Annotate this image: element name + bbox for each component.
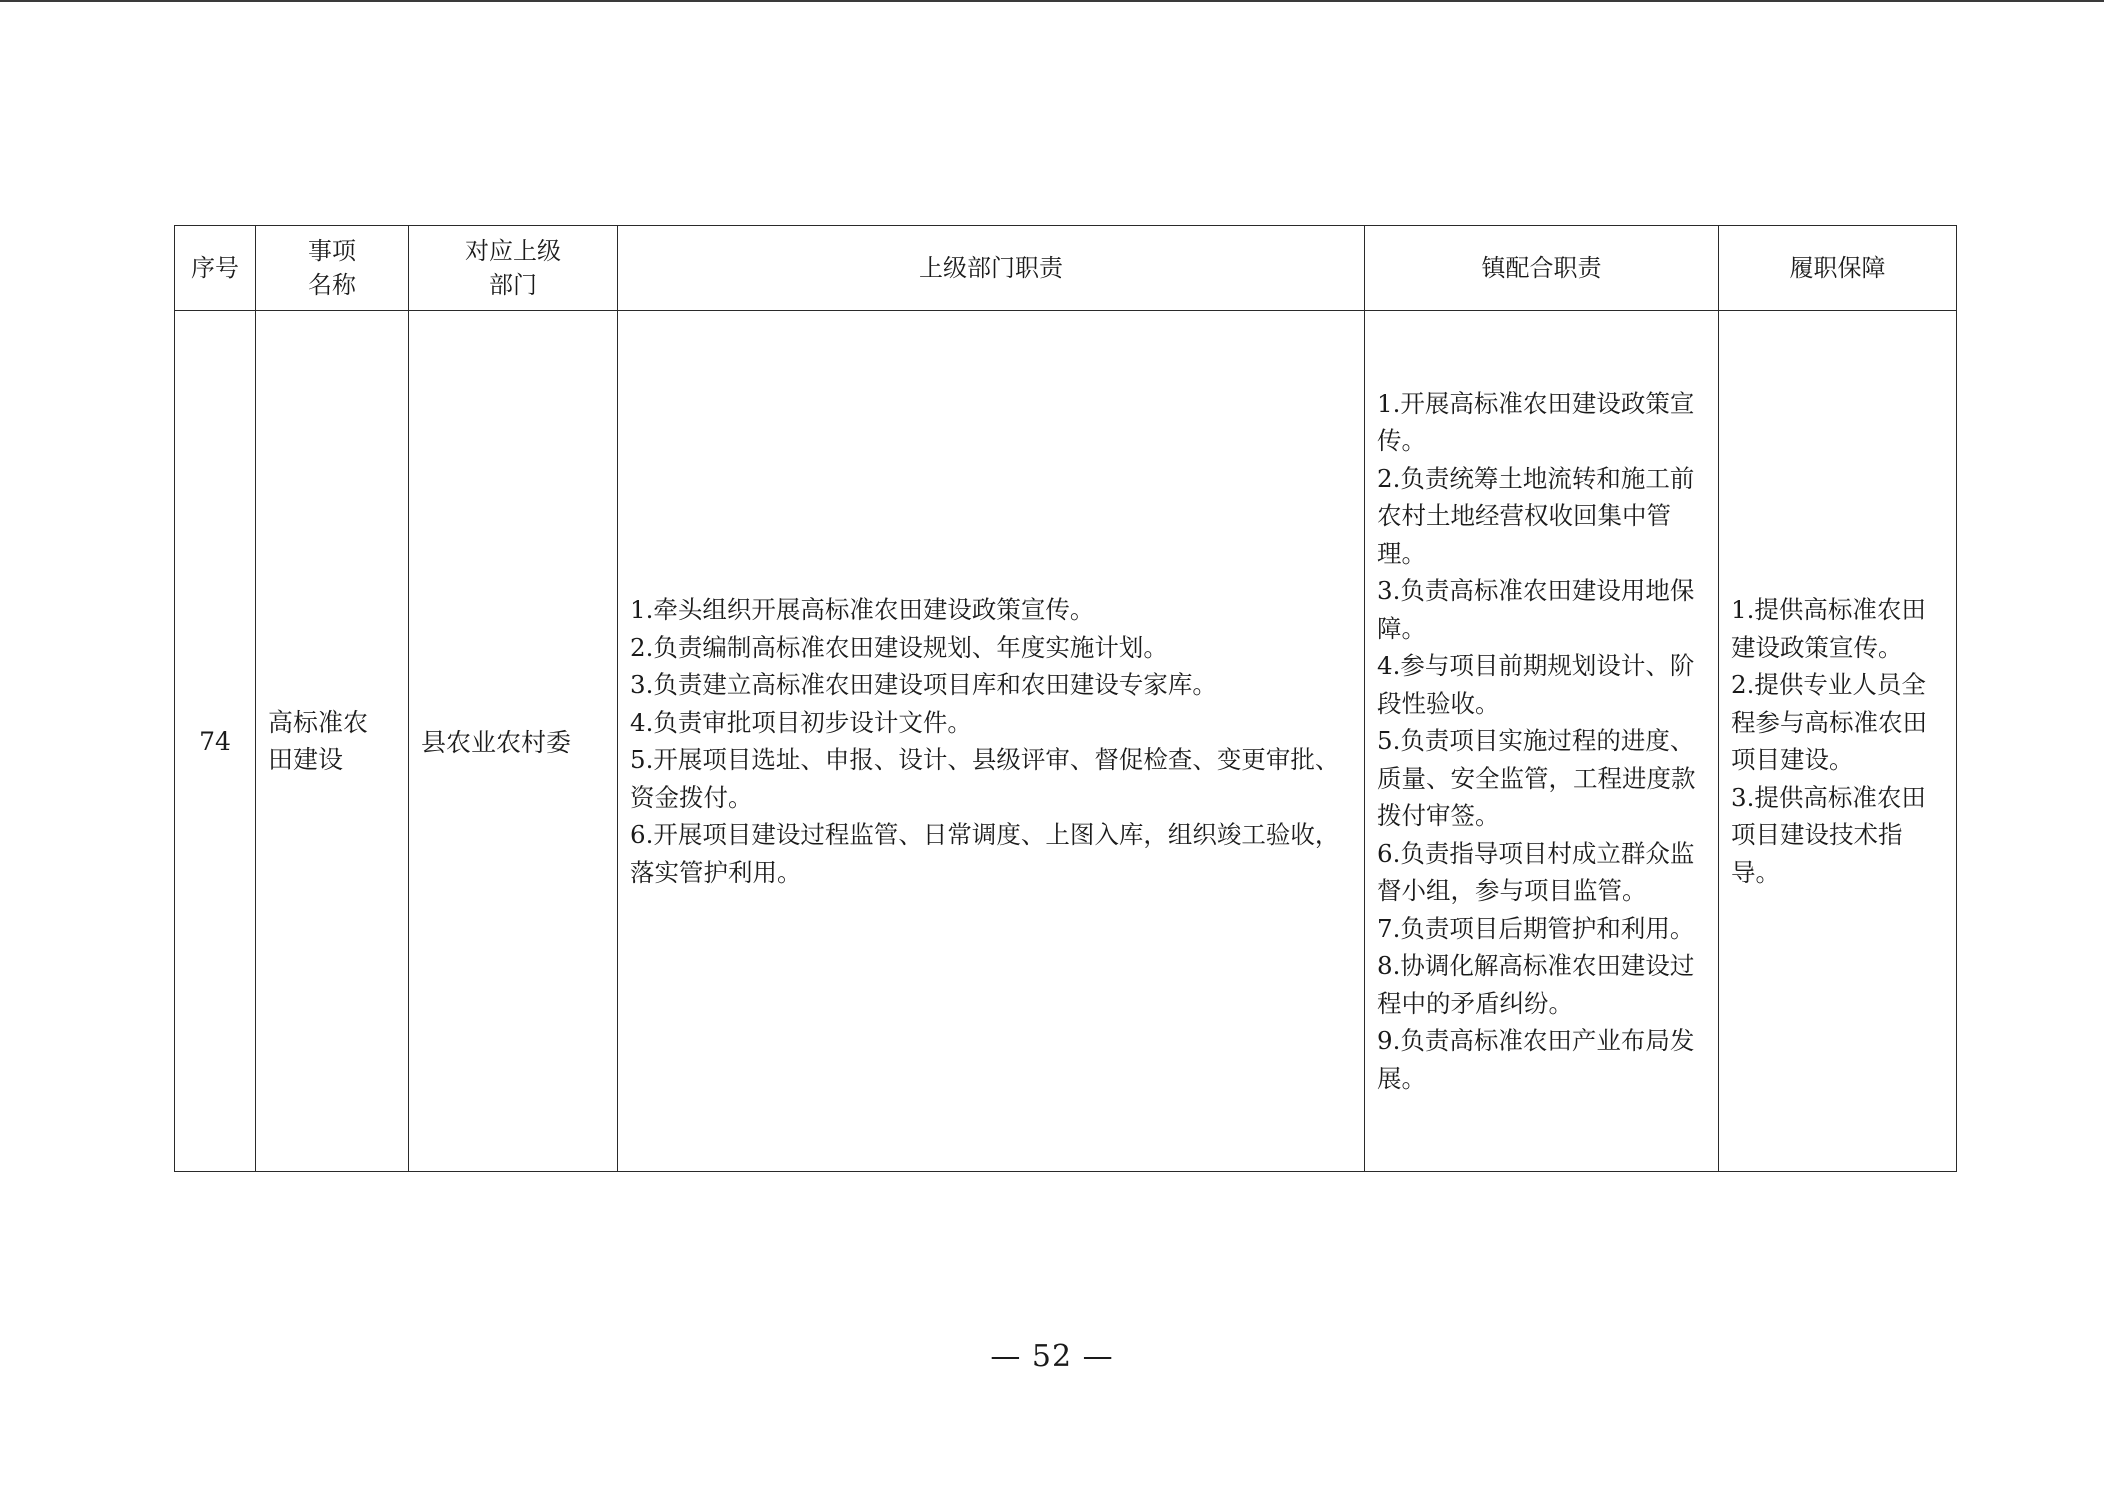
list-item: 6.开展项目建设过程监管、日常调度、上图入库，组织竣工验收，落实管护利用。 bbox=[630, 820, 1340, 887]
list-item: 1.开展高标准农田建设政策宣传。 bbox=[1377, 388, 1695, 456]
header-item-name-line2: 名称 bbox=[308, 271, 356, 299]
town-duty-list bbox=[1377, 385, 1708, 1098]
row-seq-text: 74 bbox=[199, 726, 231, 756]
list-item: 3.负责高标准农田建设用地保障。 bbox=[1377, 576, 1695, 643]
list-item: 2.负责统筹土地流转和施工前农村土地经营权收回集中管理。 bbox=[1377, 463, 1695, 568]
list-item: 5.开展项目选址、申报、设计、县级评审、督促检查、变更审批、资金拨付。 bbox=[630, 745, 1340, 812]
header-upper-dept-line2: 部门 bbox=[489, 271, 537, 299]
header-upper-dept bbox=[409, 226, 618, 311]
header-upper-duty: 上级部门职责 bbox=[618, 226, 1365, 311]
list-item: 3.提供高标准农田项目建设技术指导。 bbox=[1731, 782, 1926, 887]
header-upper-dept-line1: 对应上级 bbox=[465, 237, 561, 265]
list-item: 3.负责建立高标准农田建设项目库和农田建设专家库。 bbox=[630, 670, 1217, 699]
guarantee-list bbox=[1731, 591, 1946, 891]
list-item: 5.负责项目实施过程的进度、质量、安全监管，工程进度款拨付审签。 bbox=[1377, 726, 1696, 831]
row-upper-duties bbox=[618, 311, 1365, 1172]
row-guarantees bbox=[1719, 311, 1957, 1172]
table-row bbox=[175, 311, 1957, 1172]
row-seq bbox=[175, 311, 256, 1172]
row-item-name bbox=[256, 311, 409, 1172]
page-top-rule bbox=[0, 0, 2104, 2]
header-item-name-line1: 事项 bbox=[308, 237, 356, 265]
list-item: 2.提供专业人员全程参与高标准农田项目建设。 bbox=[1731, 670, 1927, 774]
list-item: 4.负责审批项目初步设计文件。 bbox=[630, 707, 972, 737]
header-guarantee: 履职保障 bbox=[1719, 226, 1957, 311]
list-item: 1.提供高标准农田建设政策宣传。 bbox=[1731, 595, 1926, 662]
row-item-name-line1: 高标准农 bbox=[268, 708, 369, 737]
list-item: 9.负责高标准农田产业布局发展。 bbox=[1377, 1026, 1695, 1093]
table-header-row bbox=[175, 226, 1957, 311]
upper-duty-list bbox=[630, 591, 1354, 891]
page-number: — 52 — bbox=[990, 1339, 1114, 1374]
header-seq: 序号 bbox=[175, 226, 256, 311]
header-town-duty: 镇配合职责 bbox=[1365, 226, 1719, 311]
row-upper-dept-text: 县农业农村委 bbox=[421, 728, 572, 757]
header-item-name bbox=[256, 226, 409, 311]
duty-table bbox=[174, 225, 1957, 1172]
list-item: 2.负责编制高标准农田建设规划、年度实施计划。 bbox=[630, 632, 1168, 662]
row-item-name-line2: 田建设 bbox=[268, 745, 344, 774]
row-town-duties bbox=[1365, 311, 1719, 1172]
list-item: 7.负责项目后期管护和利用。 bbox=[1377, 913, 1695, 943]
list-item: 1.牵头组织开展高标准农田建设政策宣传。 bbox=[630, 595, 1095, 624]
row-upper-dept bbox=[409, 311, 618, 1172]
list-item: 6.负责指导项目村成立群众监督小组，参与项目监管。 bbox=[1377, 838, 1695, 906]
list-item: 4.参与项目前期规划设计、阶段性验收。 bbox=[1377, 651, 1695, 718]
list-item: 8.协调化解高标准农田建设过程中的矛盾纠纷。 bbox=[1377, 951, 1695, 1018]
